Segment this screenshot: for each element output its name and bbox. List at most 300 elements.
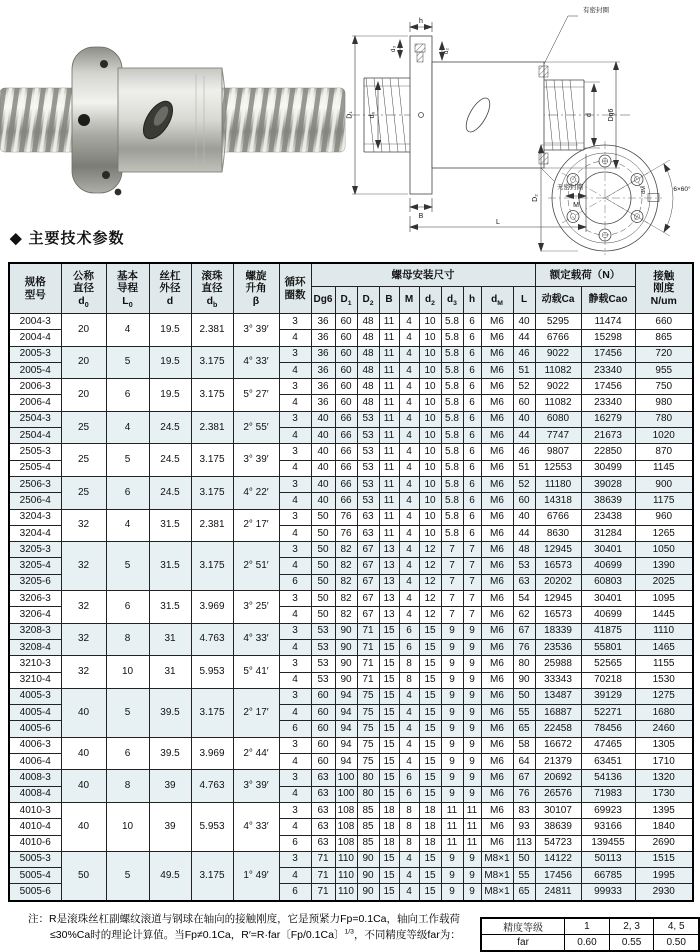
flange-bolt-hole bbox=[102, 171, 110, 179]
value-cell: 7 bbox=[463, 574, 481, 590]
value-cell: 15 bbox=[419, 737, 441, 753]
noseal-label: 无密封圈 bbox=[557, 184, 583, 191]
value-cell: 11 bbox=[379, 476, 399, 492]
value-cell: 48 bbox=[357, 362, 379, 378]
shared-cell: 10 bbox=[106, 656, 149, 689]
value-cell: 67 bbox=[513, 623, 535, 639]
value-cell: 15 bbox=[419, 868, 441, 884]
value-cell: 110 bbox=[335, 868, 357, 884]
value-cell: 60 bbox=[311, 737, 335, 753]
value-cell: 4 bbox=[399, 737, 419, 753]
value-cell: 9022 bbox=[535, 379, 581, 395]
value-cell: 50 bbox=[311, 509, 335, 525]
value-cell: 9 bbox=[463, 639, 481, 655]
accuracy-header-cell: 1 bbox=[565, 918, 610, 935]
value-cell: 63 bbox=[311, 786, 335, 802]
value-cell: 900 bbox=[635, 476, 693, 492]
value-cell: 50 bbox=[513, 688, 535, 704]
dim-d0: d₀ bbox=[369, 111, 376, 119]
value-cell: 58 bbox=[513, 737, 535, 753]
shared-cell: 2.381 bbox=[191, 314, 233, 347]
model-cell: 2504-3 bbox=[9, 411, 61, 427]
value-cell: 11 bbox=[379, 493, 399, 509]
header-subcell: Dg6 bbox=[311, 287, 335, 314]
value-cell: 1265 bbox=[635, 525, 693, 541]
value-cell: 55801 bbox=[581, 639, 635, 655]
value-cell: 71 bbox=[357, 656, 379, 672]
value-cell: 13 bbox=[379, 542, 399, 558]
value-cell: 3 bbox=[279, 444, 311, 460]
model-cell: 2006-3 bbox=[9, 379, 61, 395]
value-cell: 10 bbox=[419, 460, 441, 476]
value-cell: 90 bbox=[513, 672, 535, 688]
model-cell: 4005-6 bbox=[9, 721, 61, 737]
model-cell: 2005-3 bbox=[9, 346, 61, 362]
value-cell: 67 bbox=[513, 770, 535, 786]
value-cell: 15298 bbox=[581, 330, 635, 346]
value-cell: 139455 bbox=[581, 835, 635, 851]
value-cell: 4 bbox=[399, 542, 419, 558]
value-cell: 90 bbox=[335, 656, 357, 672]
value-cell: 30107 bbox=[535, 802, 581, 818]
value-cell: 9 bbox=[463, 705, 481, 721]
dim-d2: d₂ bbox=[443, 47, 450, 55]
value-cell: 9 bbox=[441, 623, 463, 639]
value-cell: 6766 bbox=[535, 509, 581, 525]
shared-cell: 5 bbox=[106, 851, 149, 900]
value-cell: 9 bbox=[463, 737, 481, 753]
value-cell: 85 bbox=[357, 802, 379, 818]
model-cell: 2505-3 bbox=[9, 444, 61, 460]
shared-cell: 2° 51′ bbox=[233, 542, 279, 591]
shared-cell: 32 bbox=[61, 623, 106, 656]
value-cell: 6 bbox=[399, 786, 419, 802]
value-cell: 10 bbox=[419, 525, 441, 541]
model-cell: 4010-6 bbox=[9, 835, 61, 851]
value-cell: 15 bbox=[379, 623, 399, 639]
value-cell: 10 bbox=[419, 362, 441, 378]
value-cell: 39028 bbox=[581, 476, 635, 492]
value-cell: 71 bbox=[311, 868, 335, 884]
value-cell: 9 bbox=[463, 786, 481, 802]
value-cell: 11 bbox=[379, 460, 399, 476]
value-cell: 1050 bbox=[635, 542, 693, 558]
shared-cell: 3.969 bbox=[191, 591, 233, 624]
value-cell: 5.8 bbox=[441, 493, 463, 509]
shared-cell: 4° 33′ bbox=[233, 346, 279, 379]
value-cell: 60 bbox=[311, 688, 335, 704]
value-cell: 90 bbox=[357, 884, 379, 901]
value-cell: 50 bbox=[311, 525, 335, 541]
value-cell: 4 bbox=[399, 428, 419, 444]
header-cell: 规格 型号 bbox=[9, 263, 61, 314]
model-cell: 4005-4 bbox=[9, 705, 61, 721]
value-cell: 36 bbox=[311, 379, 335, 395]
value-cell: M6 bbox=[481, 705, 513, 721]
shared-cell: 4° 33′ bbox=[233, 623, 279, 656]
model-cell: 4010-3 bbox=[9, 802, 61, 818]
value-cell: M6 bbox=[481, 542, 513, 558]
value-cell: 18339 bbox=[535, 623, 581, 639]
value-cell: 11 bbox=[379, 444, 399, 460]
value-cell: 69923 bbox=[581, 802, 635, 818]
value-cell: 54 bbox=[513, 591, 535, 607]
value-cell: 6 bbox=[463, 395, 481, 411]
dim-M: M bbox=[573, 202, 579, 209]
shared-cell: 2° 17′ bbox=[233, 688, 279, 737]
value-cell: 15 bbox=[419, 705, 441, 721]
value-cell: 85 bbox=[357, 819, 379, 835]
model-cell: 5005-3 bbox=[9, 851, 61, 867]
shared-cell: 31 bbox=[149, 623, 191, 656]
value-cell: 20692 bbox=[535, 770, 581, 786]
value-cell: 4 bbox=[279, 460, 311, 476]
screw-shaft-right bbox=[218, 88, 345, 152]
value-cell: 5295 bbox=[535, 314, 581, 330]
value-cell: 40 bbox=[513, 509, 535, 525]
value-cell: 9022 bbox=[535, 346, 581, 362]
value-cell: 1390 bbox=[635, 558, 693, 574]
value-cell: 90 bbox=[335, 639, 357, 655]
value-cell: 11 bbox=[463, 819, 481, 835]
value-cell: 4 bbox=[399, 525, 419, 541]
value-cell: 10 bbox=[419, 330, 441, 346]
value-cell: 15 bbox=[379, 705, 399, 721]
shared-cell: 32 bbox=[61, 509, 106, 542]
value-cell: 15 bbox=[379, 754, 399, 770]
model-cell: 2504-4 bbox=[9, 428, 61, 444]
value-cell: 4 bbox=[399, 591, 419, 607]
value-cell: 6 bbox=[463, 428, 481, 444]
header-nut-group: 螺母安装尺寸 bbox=[311, 263, 535, 287]
value-cell: M6 bbox=[481, 525, 513, 541]
value-cell: 40699 bbox=[581, 607, 635, 623]
shared-cell: 5 bbox=[106, 444, 149, 477]
value-cell: 52271 bbox=[581, 705, 635, 721]
value-cell: 33343 bbox=[535, 672, 581, 688]
value-cell: M6 bbox=[481, 591, 513, 607]
value-cell: 9 bbox=[441, 705, 463, 721]
value-cell: 4 bbox=[279, 607, 311, 623]
header-cell: 滚珠 直径 $d_b$ bbox=[191, 263, 233, 314]
value-cell: 6 bbox=[399, 770, 419, 786]
value-cell: 36 bbox=[311, 330, 335, 346]
value-cell: 11 bbox=[379, 525, 399, 541]
shared-cell: 2.381 bbox=[191, 411, 233, 444]
value-cell: 10 bbox=[419, 346, 441, 362]
value-cell: 10 bbox=[419, 509, 441, 525]
value-cell: 4 bbox=[399, 362, 419, 378]
value-cell: M6 bbox=[481, 428, 513, 444]
value-cell: 1275 bbox=[635, 688, 693, 704]
flange-bolt-hole bbox=[115, 189, 122, 196]
dim-D1: D₁ bbox=[346, 111, 354, 119]
ball-screw-photo bbox=[0, 2, 345, 234]
value-cell: 6 bbox=[463, 460, 481, 476]
value-cell: 48 bbox=[513, 542, 535, 558]
value-cell: 15 bbox=[379, 851, 399, 867]
value-cell: 4 bbox=[279, 705, 311, 721]
shared-cell: 31.5 bbox=[149, 509, 191, 542]
shared-cell: 6 bbox=[106, 737, 149, 770]
value-cell: 9 bbox=[441, 786, 463, 802]
value-cell: 30499 bbox=[581, 460, 635, 476]
shared-cell: 3.175 bbox=[191, 444, 233, 477]
dim-d: d bbox=[586, 113, 593, 117]
shared-cell: 24.5 bbox=[149, 476, 191, 509]
value-cell: 67 bbox=[357, 591, 379, 607]
value-cell: 80 bbox=[357, 786, 379, 802]
value-cell: 6 bbox=[279, 574, 311, 590]
value-cell: 40 bbox=[311, 460, 335, 476]
value-cell: 17456 bbox=[535, 868, 581, 884]
value-cell: M6 bbox=[481, 314, 513, 330]
dim-Dg6: Dg6 bbox=[608, 108, 615, 122]
value-cell: 8 bbox=[399, 656, 419, 672]
value-cell: 66785 bbox=[581, 868, 635, 884]
value-cell: 18 bbox=[379, 835, 399, 851]
header-subcell: h bbox=[463, 287, 481, 314]
value-cell: 9 bbox=[441, 672, 463, 688]
value-cell: 4 bbox=[399, 754, 419, 770]
value-cell: 4 bbox=[399, 379, 419, 395]
value-cell: 94 bbox=[335, 721, 357, 737]
shared-cell: 25 bbox=[61, 476, 106, 509]
flange-hole bbox=[78, 114, 90, 126]
value-cell: M6 bbox=[481, 737, 513, 753]
value-cell: 4 bbox=[399, 444, 419, 460]
value-cell: M6 bbox=[481, 786, 513, 802]
shared-cell: 6 bbox=[106, 591, 149, 624]
value-cell: 60 bbox=[335, 330, 357, 346]
value-cell: 60 bbox=[335, 346, 357, 362]
value-cell: 1155 bbox=[635, 656, 693, 672]
value-cell: 23536 bbox=[535, 639, 581, 655]
accuracy-header-cell: 4, 5 bbox=[654, 918, 699, 935]
value-cell: 6 bbox=[463, 493, 481, 509]
value-cell: 15 bbox=[379, 770, 399, 786]
value-cell: 1995 bbox=[635, 868, 693, 884]
value-cell: 52565 bbox=[581, 656, 635, 672]
value-cell: 36 bbox=[311, 314, 335, 330]
value-cell: M6 bbox=[481, 639, 513, 655]
value-cell: 15 bbox=[379, 884, 399, 901]
value-cell: M6 bbox=[481, 574, 513, 590]
value-cell: 1710 bbox=[635, 754, 693, 770]
value-cell: 4 bbox=[399, 460, 419, 476]
value-cell: M6 bbox=[481, 721, 513, 737]
value-cell: 1110 bbox=[635, 623, 693, 639]
value-cell: 4 bbox=[399, 705, 419, 721]
accuracy-value-cell: 0.55 bbox=[609, 935, 654, 952]
value-cell: 1020 bbox=[635, 428, 693, 444]
value-cell: 5.8 bbox=[441, 444, 463, 460]
shared-cell: 40 bbox=[61, 688, 106, 737]
dim-D2: D₂ bbox=[532, 194, 539, 202]
value-cell: 12 bbox=[419, 607, 441, 623]
value-cell: 4 bbox=[279, 558, 311, 574]
shared-cell: 39.5 bbox=[149, 737, 191, 770]
value-cell: 55 bbox=[513, 868, 535, 884]
value-cell: M6 bbox=[481, 362, 513, 378]
value-cell: 8 bbox=[399, 672, 419, 688]
model-cell: 3205-6 bbox=[9, 574, 61, 590]
value-cell: 3 bbox=[279, 509, 311, 525]
value-cell: 21379 bbox=[535, 754, 581, 770]
value-cell: 9 bbox=[441, 639, 463, 655]
value-cell: 40 bbox=[513, 314, 535, 330]
value-cell: 76 bbox=[513, 786, 535, 802]
value-cell: 8630 bbox=[535, 525, 581, 541]
shared-cell: 5 bbox=[106, 688, 149, 737]
shared-cell: 20 bbox=[61, 314, 106, 347]
value-cell: 71 bbox=[357, 623, 379, 639]
value-cell: 4 bbox=[279, 395, 311, 411]
shared-cell: 2° 55′ bbox=[233, 411, 279, 444]
header-subcell: 动载Ca bbox=[535, 287, 581, 314]
value-cell: 3 bbox=[279, 476, 311, 492]
value-cell: 3 bbox=[279, 623, 311, 639]
shared-cell: 32 bbox=[61, 591, 106, 624]
value-cell: 10 bbox=[419, 476, 441, 492]
value-cell: 71 bbox=[311, 884, 335, 901]
shared-cell: 4 bbox=[106, 314, 149, 347]
value-cell: 4 bbox=[279, 525, 311, 541]
value-cell: 5.8 bbox=[441, 411, 463, 427]
seal-label: 有密封圈 bbox=[583, 7, 609, 14]
value-cell: 15 bbox=[379, 737, 399, 753]
value-cell: 100 bbox=[335, 770, 357, 786]
value-cell: 14318 bbox=[535, 493, 581, 509]
value-cell: 76 bbox=[335, 525, 357, 541]
value-cell: 25988 bbox=[535, 656, 581, 672]
footnote-exponent: 1/3 bbox=[344, 928, 354, 936]
value-cell: 60 bbox=[335, 379, 357, 395]
value-cell: 6 bbox=[463, 330, 481, 346]
value-cell: 5.8 bbox=[441, 509, 463, 525]
value-cell: 4 bbox=[279, 493, 311, 509]
shared-cell: 39.5 bbox=[149, 688, 191, 737]
value-cell: 15 bbox=[379, 672, 399, 688]
value-cell: 50 bbox=[311, 542, 335, 558]
model-cell: 5005-6 bbox=[9, 884, 61, 901]
value-cell: 53 bbox=[513, 558, 535, 574]
value-cell: 11 bbox=[379, 362, 399, 378]
value-cell: 64 bbox=[513, 754, 535, 770]
value-cell: 4 bbox=[399, 721, 419, 737]
value-cell: 60 bbox=[513, 395, 535, 411]
shared-cell: 49.5 bbox=[149, 851, 191, 900]
value-cell: 9 bbox=[441, 770, 463, 786]
value-cell: 11 bbox=[379, 395, 399, 411]
model-cell: 3206-4 bbox=[9, 607, 61, 623]
value-cell: 85 bbox=[357, 835, 379, 851]
value-cell: M6 bbox=[481, 379, 513, 395]
dim-d3: d₃ bbox=[390, 45, 397, 53]
value-cell: 5.8 bbox=[441, 476, 463, 492]
value-cell: 12 bbox=[419, 574, 441, 590]
value-cell: M6 bbox=[481, 672, 513, 688]
shared-cell: 25 bbox=[61, 444, 106, 477]
header-subcell: $d_M$ bbox=[481, 287, 513, 314]
value-cell: 46 bbox=[513, 444, 535, 460]
value-cell: 50 bbox=[311, 558, 335, 574]
value-cell: 75 bbox=[357, 705, 379, 721]
value-cell: 9 bbox=[441, 868, 463, 884]
value-cell: 13 bbox=[379, 607, 399, 623]
value-cell: 63451 bbox=[581, 754, 635, 770]
value-cell: 60 bbox=[311, 721, 335, 737]
shared-cell: 31 bbox=[149, 656, 191, 689]
value-cell: 15 bbox=[419, 786, 441, 802]
value-cell: 4 bbox=[279, 868, 311, 884]
accuracy-value-cell: far bbox=[481, 935, 565, 952]
value-cell: 40699 bbox=[581, 558, 635, 574]
value-cell: 110 bbox=[335, 884, 357, 901]
value-cell: 66 bbox=[335, 460, 357, 476]
value-cell: 40 bbox=[311, 493, 335, 509]
value-cell: 60 bbox=[311, 754, 335, 770]
value-cell: 53 bbox=[357, 460, 379, 476]
value-cell: 52 bbox=[513, 476, 535, 492]
value-cell: 23438 bbox=[581, 509, 635, 525]
value-cell: 50 bbox=[311, 607, 335, 623]
value-cell: 108 bbox=[335, 835, 357, 851]
header-subcell: $D_2$ bbox=[357, 287, 379, 314]
value-cell: 4 bbox=[399, 476, 419, 492]
value-cell: 9 bbox=[463, 721, 481, 737]
value-cell: 80 bbox=[513, 656, 535, 672]
value-cell: 15 bbox=[379, 786, 399, 802]
value-cell: 48 bbox=[357, 346, 379, 362]
value-cell: 83 bbox=[513, 802, 535, 818]
shared-cell: 3.175 bbox=[191, 379, 233, 412]
value-cell: 48 bbox=[357, 395, 379, 411]
accuracy-header-cell: 精度等级 bbox=[481, 918, 565, 935]
value-cell: 78456 bbox=[581, 721, 635, 737]
value-cell: 39129 bbox=[581, 688, 635, 704]
shared-cell: 32 bbox=[61, 656, 106, 689]
value-cell: 10 bbox=[419, 411, 441, 427]
value-cell: 113 bbox=[513, 835, 535, 851]
value-cell: 51 bbox=[513, 460, 535, 476]
value-cell: 9 bbox=[463, 656, 481, 672]
value-cell: 53 bbox=[357, 411, 379, 427]
shared-cell: 2° 44′ bbox=[233, 737, 279, 770]
value-cell: 7 bbox=[441, 574, 463, 590]
product-photo bbox=[0, 2, 345, 234]
section-title bbox=[10, 227, 125, 248]
shared-cell: 40 bbox=[61, 770, 106, 803]
value-cell: 11 bbox=[441, 802, 463, 818]
value-cell: 53 bbox=[357, 444, 379, 460]
value-cell: 2930 bbox=[635, 884, 693, 901]
value-cell: 16887 bbox=[535, 705, 581, 721]
value-cell: 3 bbox=[279, 688, 311, 704]
model-cell: 4010-4 bbox=[9, 819, 61, 835]
value-cell: 67 bbox=[357, 607, 379, 623]
model-cell: 2506-4 bbox=[9, 493, 61, 509]
value-cell: 63 bbox=[513, 574, 535, 590]
accuracy-value-cell: 0.50 bbox=[654, 935, 699, 952]
value-cell: 40 bbox=[311, 428, 335, 444]
shared-cell: 6 bbox=[106, 379, 149, 412]
header-load-group: 额定载荷（N） bbox=[535, 263, 635, 287]
value-cell: 10 bbox=[419, 444, 441, 460]
value-cell: 93 bbox=[513, 819, 535, 835]
value-cell: M6 bbox=[481, 395, 513, 411]
model-cell: 3204-4 bbox=[9, 525, 61, 541]
